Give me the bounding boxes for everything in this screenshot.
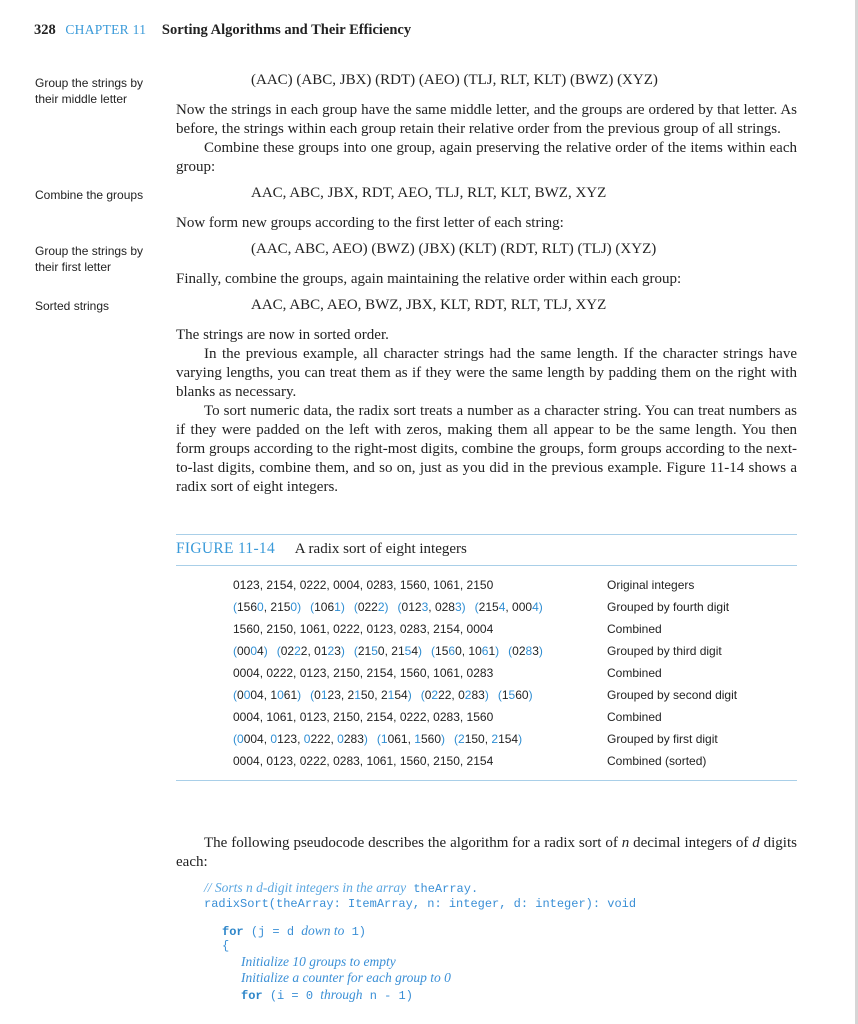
figure-group: (0283) xyxy=(508,644,543,658)
code-for1-downto: down to xyxy=(301,923,345,938)
figure-row xyxy=(233,730,793,752)
figure-row xyxy=(233,664,793,686)
figure-row-sequence xyxy=(233,642,552,660)
figure-row-sequence xyxy=(233,686,542,704)
code-comment xyxy=(204,880,478,896)
running-header xyxy=(34,22,411,39)
code-comment-text: // Sorts n d-digit integers in the array xyxy=(204,880,407,895)
figure-group: (2154, 0004) xyxy=(474,600,543,614)
paragraph-pseudocode-intro: The following pseudocode describes the algorithm for a radix sort of n decimal integers of d digits each: xyxy=(176,835,797,870)
figure-row xyxy=(233,752,793,774)
code-init-groups: Initialize 10 groups to empty xyxy=(241,954,396,969)
margin-note-combine: Combine the groups xyxy=(35,188,144,202)
figure-row-label: Grouped by first digit xyxy=(607,732,718,746)
figure-group: 1560, 2150, 1061, 0222, 0123, 0283, 2154, 0004 xyxy=(233,622,494,636)
paragraph-numeric-data: To sort numeric data, the radix sort treats a number as a character string. You can treat numbers as if they were padded on the left with zeros, making them all appear to be the same length. You then form groups according to the right-most digits, combine the groups, form groups according to the next-to-last digits, combine them, and so on, just as you did in the previous example. Figure 11-14 shows a radix sort of eight integers. xyxy=(176,403,797,495)
figure-group: (1061, 1560) xyxy=(376,732,445,746)
figure-row xyxy=(233,620,793,642)
paragraph-finally: Finally, combine the groups, again maintaining the relative order within each group: xyxy=(176,271,682,287)
code-for-keyword: for xyxy=(222,925,244,939)
figure-group: (0222) xyxy=(353,600,389,614)
code-outer-loop xyxy=(222,923,366,939)
figure-row-label: Combined xyxy=(607,622,662,636)
figure-title xyxy=(176,540,467,558)
code-open-brace: { xyxy=(222,939,230,953)
paragraph-middle-letter: Now the strings in each group have the same middle letter, and the groups are ordered by that letter. As before, the strings within each group retain their relative order from the previous group of all strings. xyxy=(176,102,797,137)
figure-group: (0123, 2150, 2154) xyxy=(310,688,412,702)
figure-row-label: Grouped by second digit xyxy=(607,688,738,702)
figure-group: (1560, 1061) xyxy=(431,644,500,658)
page-number: 328 xyxy=(34,22,56,38)
figure-caption: A radix sort of eight integers xyxy=(294,541,467,557)
figure-row-sequence xyxy=(233,730,531,748)
figure-number: FIGURE 11-14 xyxy=(176,540,276,557)
figure-row xyxy=(233,708,793,730)
chapter-label: CHAPTER 11 xyxy=(65,22,147,37)
figure-row-label: Original integers xyxy=(607,578,695,592)
sequence-middle-groups: (AAC) (ABC, JBX) (RDT) (AEO) (TLJ, RLT, KLT) (BWZ) (XYZ) xyxy=(251,72,658,88)
code-for1-end: 1) xyxy=(351,925,366,939)
figure-group: 0004, 1061, 0123, 2150, 2154, 0222, 0283, 1560 xyxy=(233,710,494,724)
figure-group: (0004, 0123, 0222, 0283) xyxy=(233,732,368,746)
figure-row xyxy=(233,686,793,708)
figure-row-sequence xyxy=(233,576,502,594)
figure-group: (2150, 2154) xyxy=(454,732,523,746)
paragraph-combine: Combine these groups into one group, again preserving the relative order of the items within each group: xyxy=(176,140,797,175)
figure-group: (0004, 1061) xyxy=(233,688,302,702)
figure-row-sequence xyxy=(233,708,502,726)
figure-rows xyxy=(233,576,793,774)
paragraph-first-letter: Now form new groups according to the first letter of each string: xyxy=(176,215,564,231)
figure-group: 0123, 2154, 0222, 0004, 0283, 1560, 1061, 2150 xyxy=(233,578,494,592)
sequence-sorted: AAC, ABC, AEO, BWZ, JBX, KLT, RDT, RLT, TLJ, XYZ xyxy=(251,297,607,313)
sequence-first-groups: (AAC, ABC, AEO) (BWZ) (JBX) (KLT) (RDT, RLT) (TLJ) (XYZ) xyxy=(251,241,657,257)
figure-group: 0004, 0222, 0123, 2150, 2154, 1560, 1061, 0283 xyxy=(233,666,494,680)
code-inner-loop xyxy=(241,987,413,1003)
code-signature: radixSort(theArray: ItemArray, n: integer, d: integer): void xyxy=(204,897,637,911)
figure-row xyxy=(233,598,793,620)
code-for-keyword-inner: for xyxy=(241,989,263,1003)
paragraph-sorted-order: The strings are now in sorted order. xyxy=(176,327,389,343)
margin-note-sorted: Sorted strings xyxy=(35,299,110,313)
code-for2-through: through xyxy=(320,987,363,1002)
figure-group: (0222, 0123) xyxy=(276,644,345,658)
code-for1-start: (j = d xyxy=(250,925,295,939)
code-init-counters: Initialize a counter for each group to 0 xyxy=(241,970,451,985)
figure-row-label: Combined (sorted) xyxy=(607,754,707,768)
chapter-title: Sorting Algorithms and Their Efficiency xyxy=(161,22,412,38)
figure-row-sequence xyxy=(233,598,552,616)
figure-row-sequence xyxy=(233,620,502,638)
figure-group: (1560) xyxy=(497,688,533,702)
figure-row-label: Grouped by fourth digit xyxy=(607,600,730,614)
figure-row-label: Combined xyxy=(607,710,662,724)
code-comment-array: theArray. xyxy=(413,882,479,896)
figure-row-sequence xyxy=(233,752,502,770)
figure-group: (2150, 2154) xyxy=(353,644,423,658)
figure-row-label: Grouped by third digit xyxy=(607,644,722,658)
sequence-combined: AAC, ABC, JBX, RDT, AEO, TLJ, RLT, KLT, BWZ, XYZ xyxy=(251,185,607,201)
figure-top-rule xyxy=(176,534,797,535)
figure-row xyxy=(233,642,793,664)
margin-note-middle: Group the strings by their middle letter xyxy=(35,76,144,106)
figure-group: (1560, 2150) xyxy=(233,600,302,614)
paragraph-varying-lengths: In the previous example, all character strings had the same length. If the character strings have varying lengths, you can treat them as if they were the same length by padding them on the right with blanks as necessary. xyxy=(176,346,797,400)
figure-row xyxy=(233,576,793,598)
figure-group: (0123, 0283) xyxy=(397,600,466,614)
figure-row-label: Combined xyxy=(607,666,662,680)
code-for2-start: (i = 0 xyxy=(269,989,314,1003)
figure-title-rule xyxy=(176,565,797,566)
margin-note-first: Group the strings by their first letter xyxy=(35,244,144,274)
figure-group: (0004) xyxy=(233,644,268,658)
figure-group: 0004, 0123, 0222, 0283, 1061, 1560, 2150, 2154 xyxy=(233,754,494,768)
figure-row-sequence xyxy=(233,664,502,682)
figure-group: (0222, 0283) xyxy=(420,688,489,702)
figure-bottom-rule xyxy=(176,780,797,781)
code-for2-end: n - 1) xyxy=(369,989,413,1003)
figure-group: (1061) xyxy=(310,600,345,614)
